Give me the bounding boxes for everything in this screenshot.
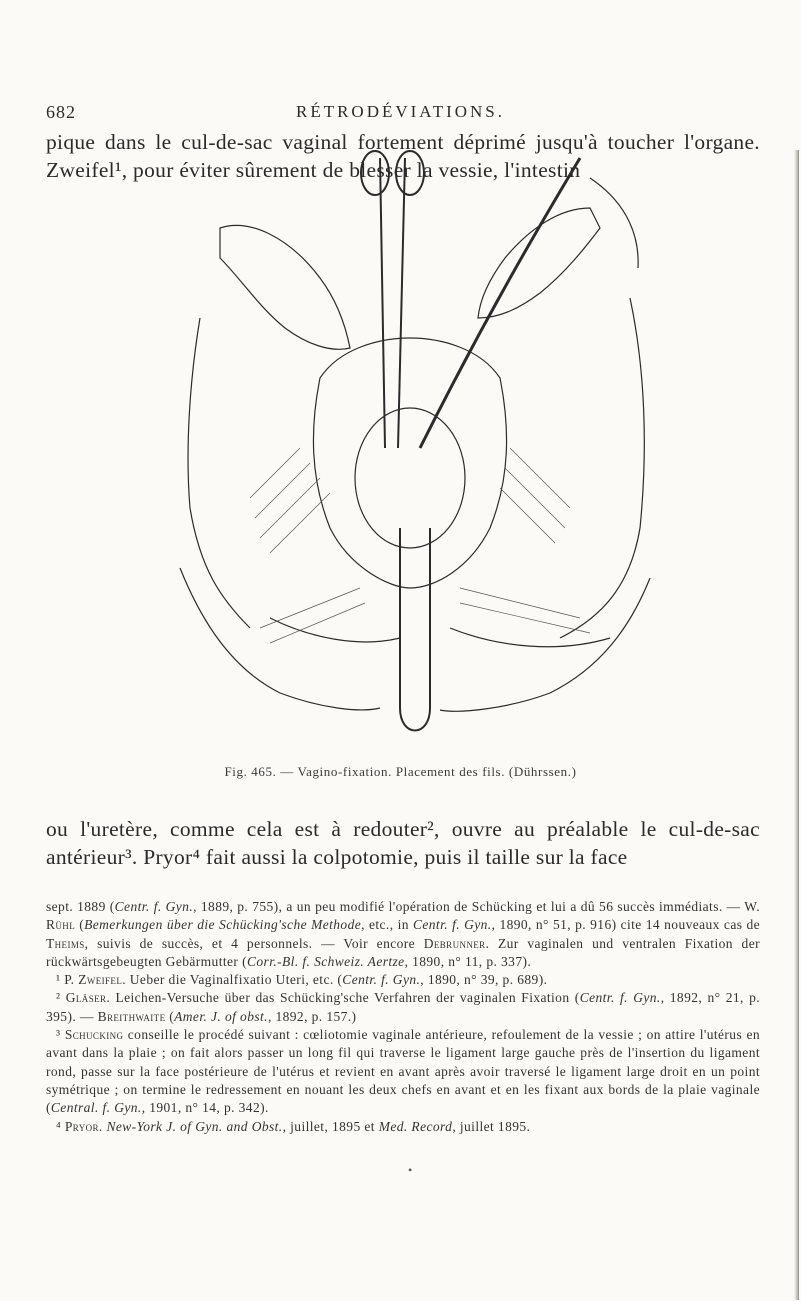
footnote-run: conseille le procédé suivant : cœliotomie vaginale antérieure, refoulement de la vessie ; on attire l'utérus en avant dans la plaie ; on fait alors passer un long fil qui traverse le ligament large gauche près de l'insertion du ligament rond, passe sur la face postérieure de l'utérus et revient en avant après avoir traversé le ligament large droit en un point symétrique ; on termine le redressement en nouant les deux chefs en avant et en les fixant aux bords de la plaie vaginale ( <box>46 1027 760 1116</box>
footnote-run: ( <box>165 1008 175 1024</box>
footnote-run: Centr. f. Gyn. <box>114 899 194 914</box>
page-edge-shadow <box>794 150 799 1300</box>
footnote-run: Med. Record <box>378 1118 453 1134</box>
footnote-run: Rühl <box>46 917 76 933</box>
footnote-run: , suivis de succès, et 4 personnels. — Voir encore <box>84 935 424 951</box>
footnote-run: , 1890, n° 51, p. 916) cite 14 nouveaux cas de <box>491 917 760 933</box>
footnote-run: . Ueber die Vaginalfixatio Uteri, etc. ( <box>122 972 343 988</box>
footnote-run: Schucking <box>64 1027 124 1043</box>
vaginal-opening <box>355 408 465 548</box>
footnote-run: Pryor <box>64 1118 99 1134</box>
body-text-middle <box>46 815 760 871</box>
footnote-run: , 1890, n° 39, p. 689). <box>420 972 548 988</box>
footnote-run: Centr. f. Gyn. <box>579 990 661 1006</box>
footnote-run: ( <box>75 917 85 933</box>
page-number: 682 <box>46 102 76 122</box>
clamp-lower <box>270 618 400 642</box>
forceps <box>380 158 405 448</box>
footnote-run: Gläser <box>65 990 107 1006</box>
running-head <box>0 102 801 126</box>
needle-holder <box>420 158 580 448</box>
surgical-illustration <box>160 148 660 760</box>
paragraph: pique dans le cul-de-sac vaginal fortement déprimé jusqu'à toucher l'organe. Zweifel¹, pour éviter sûrement de blesser la vessie, l'intestin <box>46 130 760 182</box>
figure-caption: Fig. 465. — Vagino-fixation. Placement des fils. (Dührssen.) <box>224 764 577 779</box>
footnote <box>46 898 760 971</box>
footnote-run: Centr. f. Gyn. <box>342 972 421 988</box>
hand-left <box>220 225 350 349</box>
footnotes <box>46 898 760 1136</box>
footnote-run: Theims <box>46 935 85 951</box>
speculum <box>400 528 430 731</box>
clamp-right <box>450 628 610 647</box>
footnote-run: Debrunner <box>423 935 486 951</box>
footnote-run: , 1889, p. 755), a un peu modifié l'opération de Schücking et lui a dû 56 succès immédiats. — W. <box>193 899 760 914</box>
footnote-run: sept. 1889 ( <box>46 899 115 914</box>
footnote-run: Central. f. Gyn. <box>50 1100 142 1116</box>
footnote-run: , 1892, n° 21, p. 395). — <box>46 990 760 1024</box>
paragraph: ou l'uretère, comme cela est à redouter², ouvre au préalable le cul-de-sac antérieur³. Pryor⁴ fait aussi la colpotomie, puis il taille sur la face <box>46 817 760 869</box>
forceps-ring-right <box>396 151 424 195</box>
footnote <box>46 1118 760 1136</box>
footnote-run: Zweifel <box>78 972 123 988</box>
footnote-run: ⁴ <box>56 1118 65 1134</box>
footnote <box>46 1026 760 1117</box>
labia <box>313 338 506 588</box>
footnote-run: Corr.-Bl. f. Schweiz. Aertze <box>246 953 405 969</box>
drape-left <box>188 318 250 628</box>
footnote-run: ¹ P. <box>56 972 79 988</box>
footnote-run: Centr. f. Gyn. <box>412 917 492 933</box>
footnote-run: . Leichen-Versuche über das Schücking'sche Verfahren der vaginalen Fixation ( <box>106 990 580 1006</box>
footnote-run: , etc., in <box>361 917 413 933</box>
forceps-ring-left <box>361 151 389 195</box>
footnote-run: , 1892, p. 157.) <box>267 1008 357 1024</box>
footnote <box>46 971 760 989</box>
drape-right <box>560 298 644 638</box>
running-title: RÉTRODÉVIATIONS. <box>295 102 506 121</box>
footnote-run: Breithwaite <box>97 1008 166 1024</box>
stray-mark: • <box>408 1163 413 1177</box>
footnote-run: Bemerkungen über die Schücking'sche Methode <box>84 917 362 933</box>
footnote-run: ³ <box>56 1027 65 1043</box>
footnote-run: . <box>98 1118 107 1134</box>
footnote-run: New-York J. of Gyn. and Obst. <box>106 1118 283 1134</box>
footnote-run: , 1901, n° 14, p. 342). <box>141 1100 269 1116</box>
footnote-run: , juillet, 1895 et <box>282 1118 379 1134</box>
footnote-run: ² <box>56 990 66 1006</box>
footnote <box>46 989 760 1026</box>
footnote-run: Amer. J. of obst. <box>174 1008 268 1024</box>
footnote-run: , juillet 1895. <box>452 1118 531 1134</box>
footnote-run: . Zur vaginalen und ventralen Fixation der rückwärtsgebeugten Gebärmutter ( <box>46 935 760 969</box>
footnote-run: , 1890, n° 11, p. 337). <box>404 953 532 969</box>
thigh-right <box>440 578 650 711</box>
